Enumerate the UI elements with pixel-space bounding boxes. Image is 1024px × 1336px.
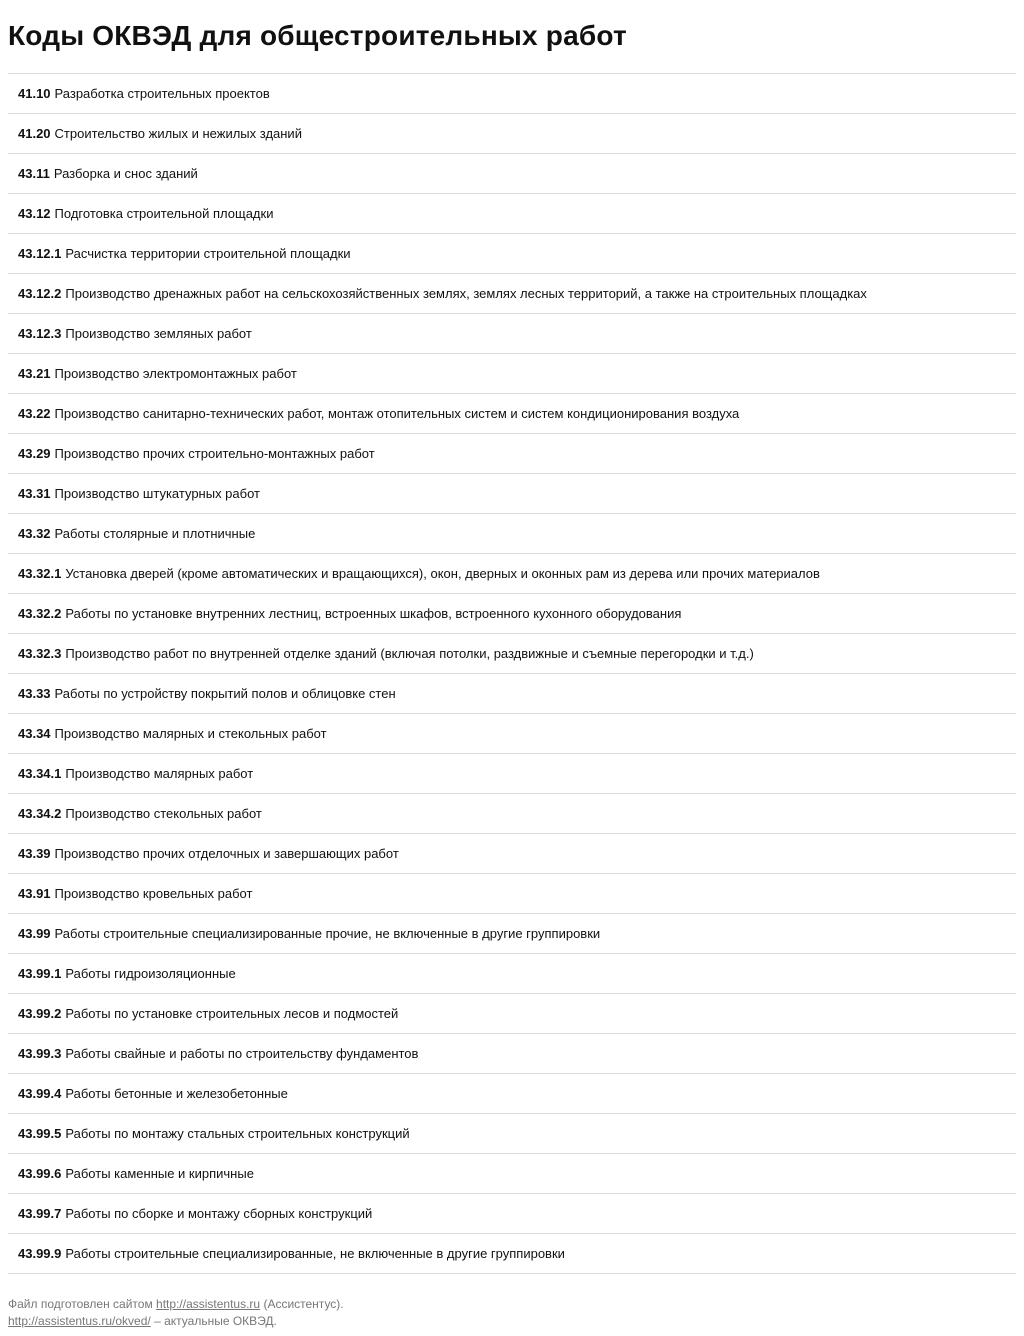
footer-okved-suffix: – актуальные ОКВЭД. — [150, 1314, 277, 1328]
okved-title: Работы строительные специализированные, не включенные в другие группировки — [65, 1246, 565, 1261]
okved-code: 43.12.3 — [18, 326, 62, 341]
okved-row — [8, 634, 1016, 674]
okved-code: 43.32 — [18, 526, 51, 541]
okved-title: Производство электромонтажных работ — [54, 366, 297, 381]
okved-title: Производство малярных и стекольных работ — [54, 726, 327, 741]
okved-title: Производство дренажных работ на сельскохозяйственных землях, землях лесных территорий, а также на строительных площадках — [65, 286, 867, 301]
okved-code: 43.11 — [18, 166, 50, 181]
okved-row — [8, 474, 1016, 514]
okved-title: Производство кровельных работ — [54, 886, 253, 901]
okved-title: Производство земляных работ — [65, 326, 252, 341]
okved-row — [8, 434, 1016, 474]
okved-code: 43.32.3 — [18, 646, 62, 661]
okved-row — [8, 1154, 1016, 1194]
footer-line-1 — [8, 1296, 1016, 1313]
okved-row — [8, 874, 1016, 914]
okved-row — [8, 1034, 1016, 1074]
okved-code: 43.12.1 — [18, 246, 62, 261]
okved-title: Работы строительные специализированные прочие, не включенные в другие группировки — [54, 926, 601, 941]
okved-code: 43.34 — [18, 726, 51, 741]
okved-row — [8, 554, 1016, 594]
okved-list — [8, 73, 1016, 1274]
okved-code: 43.12 — [18, 206, 51, 221]
okved-title: Производство штукатурных работ — [54, 486, 260, 501]
okved-row — [8, 514, 1016, 554]
okved-row — [8, 194, 1016, 234]
okved-row — [8, 994, 1016, 1034]
okved-row — [8, 914, 1016, 954]
okved-code: 43.31 — [18, 486, 51, 501]
okved-row — [8, 1194, 1016, 1234]
okved-title: Расчистка территории строительной площадки — [65, 246, 351, 261]
okved-row — [8, 74, 1016, 114]
footer — [8, 1296, 1016, 1330]
okved-title: Разборка и снос зданий — [53, 166, 198, 181]
okved-code: 43.99.9 — [18, 1246, 62, 1261]
okved-title: Разработка строительных проектов — [54, 86, 270, 101]
okved-row — [8, 674, 1016, 714]
okved-title: Работы гидроизоляционные — [65, 966, 236, 981]
okved-title: Производство санитарно-технических работ, монтаж отопительных систем и систем кондиционирования воздуха — [54, 406, 740, 421]
okved-title: Работы каменные и кирпичные — [65, 1166, 254, 1181]
okved-row — [8, 154, 1016, 194]
okved-row — [8, 1074, 1016, 1114]
okved-code: 43.99.7 — [18, 1206, 62, 1221]
okved-code: 43.32.2 — [18, 606, 62, 621]
okved-code: 43.34.1 — [18, 766, 62, 781]
okved-code: 43.22 — [18, 406, 51, 421]
okved-code: 43.21 — [18, 366, 51, 381]
okved-title: Производство малярных работ — [65, 766, 254, 781]
okved-code: 43.34.2 — [18, 806, 62, 821]
okved-row — [8, 354, 1016, 394]
okved-code: 43.39 — [18, 846, 51, 861]
okved-code: 43.99.5 — [18, 1126, 62, 1141]
okved-title: Строительство жилых и нежилых зданий — [54, 126, 302, 141]
okved-title: Подготовка строительной площадки — [54, 206, 274, 221]
okved-code: 43.12.2 — [18, 286, 62, 301]
okved-row — [8, 954, 1016, 994]
okved-title: Работы свайные и работы по строительству фундаментов — [65, 1046, 419, 1061]
okved-title: Производство прочих строительно-монтажных работ — [54, 446, 375, 461]
footer-line-2 — [8, 1313, 1016, 1330]
okved-title: Работы по устройству покрытий полов и облицовке стен — [54, 686, 396, 701]
okved-row — [8, 114, 1016, 154]
okved-title: Работы по установке строительных лесов и подмостей — [65, 1006, 399, 1021]
okved-code: 43.29 — [18, 446, 51, 461]
okved-row — [8, 834, 1016, 874]
okved-code: 41.20 — [18, 126, 51, 141]
okved-row — [8, 234, 1016, 274]
okved-row — [8, 594, 1016, 634]
assistentus-home-link[interactable]: http://assistentus.ru — [156, 1297, 261, 1311]
okved-row — [8, 1234, 1016, 1274]
okved-code: 43.99.3 — [18, 1046, 62, 1061]
okved-title: Производство работ по внутренней отделке зданий (включая потолки, раздвижные и съемные перегородки и т.д.) — [65, 646, 754, 661]
footer-suffix: (Ассистентус). — [260, 1297, 344, 1311]
okved-code: 43.32.1 — [18, 566, 62, 581]
okved-title: Работы по монтажу стальных строительных конструкций — [65, 1126, 410, 1141]
okved-code: 43.91 — [18, 886, 51, 901]
okved-code: 43.33 — [18, 686, 51, 701]
okved-row — [8, 314, 1016, 354]
okved-row — [8, 1114, 1016, 1154]
okved-row — [8, 754, 1016, 794]
okved-title: Работы по сборке и монтажу сборных конструкций — [65, 1206, 373, 1221]
okved-title: Производство стекольных работ — [65, 806, 262, 821]
okved-code: 41.10 — [18, 86, 51, 101]
okved-title: Работы столярные и плотничные — [54, 526, 256, 541]
okved-row — [8, 714, 1016, 754]
okved-code: 43.99.1 — [18, 966, 62, 981]
page-title: Коды ОКВЭД для общестроительных работ — [8, 20, 627, 51]
footer-prefix: Файл подготовлен сайтом — [8, 1297, 157, 1311]
okved-title: Производство прочих отделочных и завершающих работ — [54, 846, 399, 861]
okved-row — [8, 274, 1016, 314]
okved-code: 43.99.6 — [18, 1166, 62, 1181]
okved-title: Работы бетонные и железобетонные — [65, 1086, 288, 1101]
okved-code: 43.99 — [18, 926, 51, 941]
okved-code: 43.99.4 — [18, 1086, 62, 1101]
okved-code: 43.99.2 — [18, 1006, 62, 1021]
okved-title: Работы по установке внутренних лестниц, встроенных шкафов, встроенного кухонного оборудования — [65, 606, 682, 621]
okved-row — [8, 394, 1016, 434]
okved-title: Установка дверей (кроме автоматических и вращающихся), окон, дверных и оконных рам из дерева или прочих материалов — [65, 566, 820, 581]
okved-row — [8, 794, 1016, 834]
assistentus-okved-link[interactable]: http://assistentus.ru/okved/ — [8, 1314, 151, 1328]
